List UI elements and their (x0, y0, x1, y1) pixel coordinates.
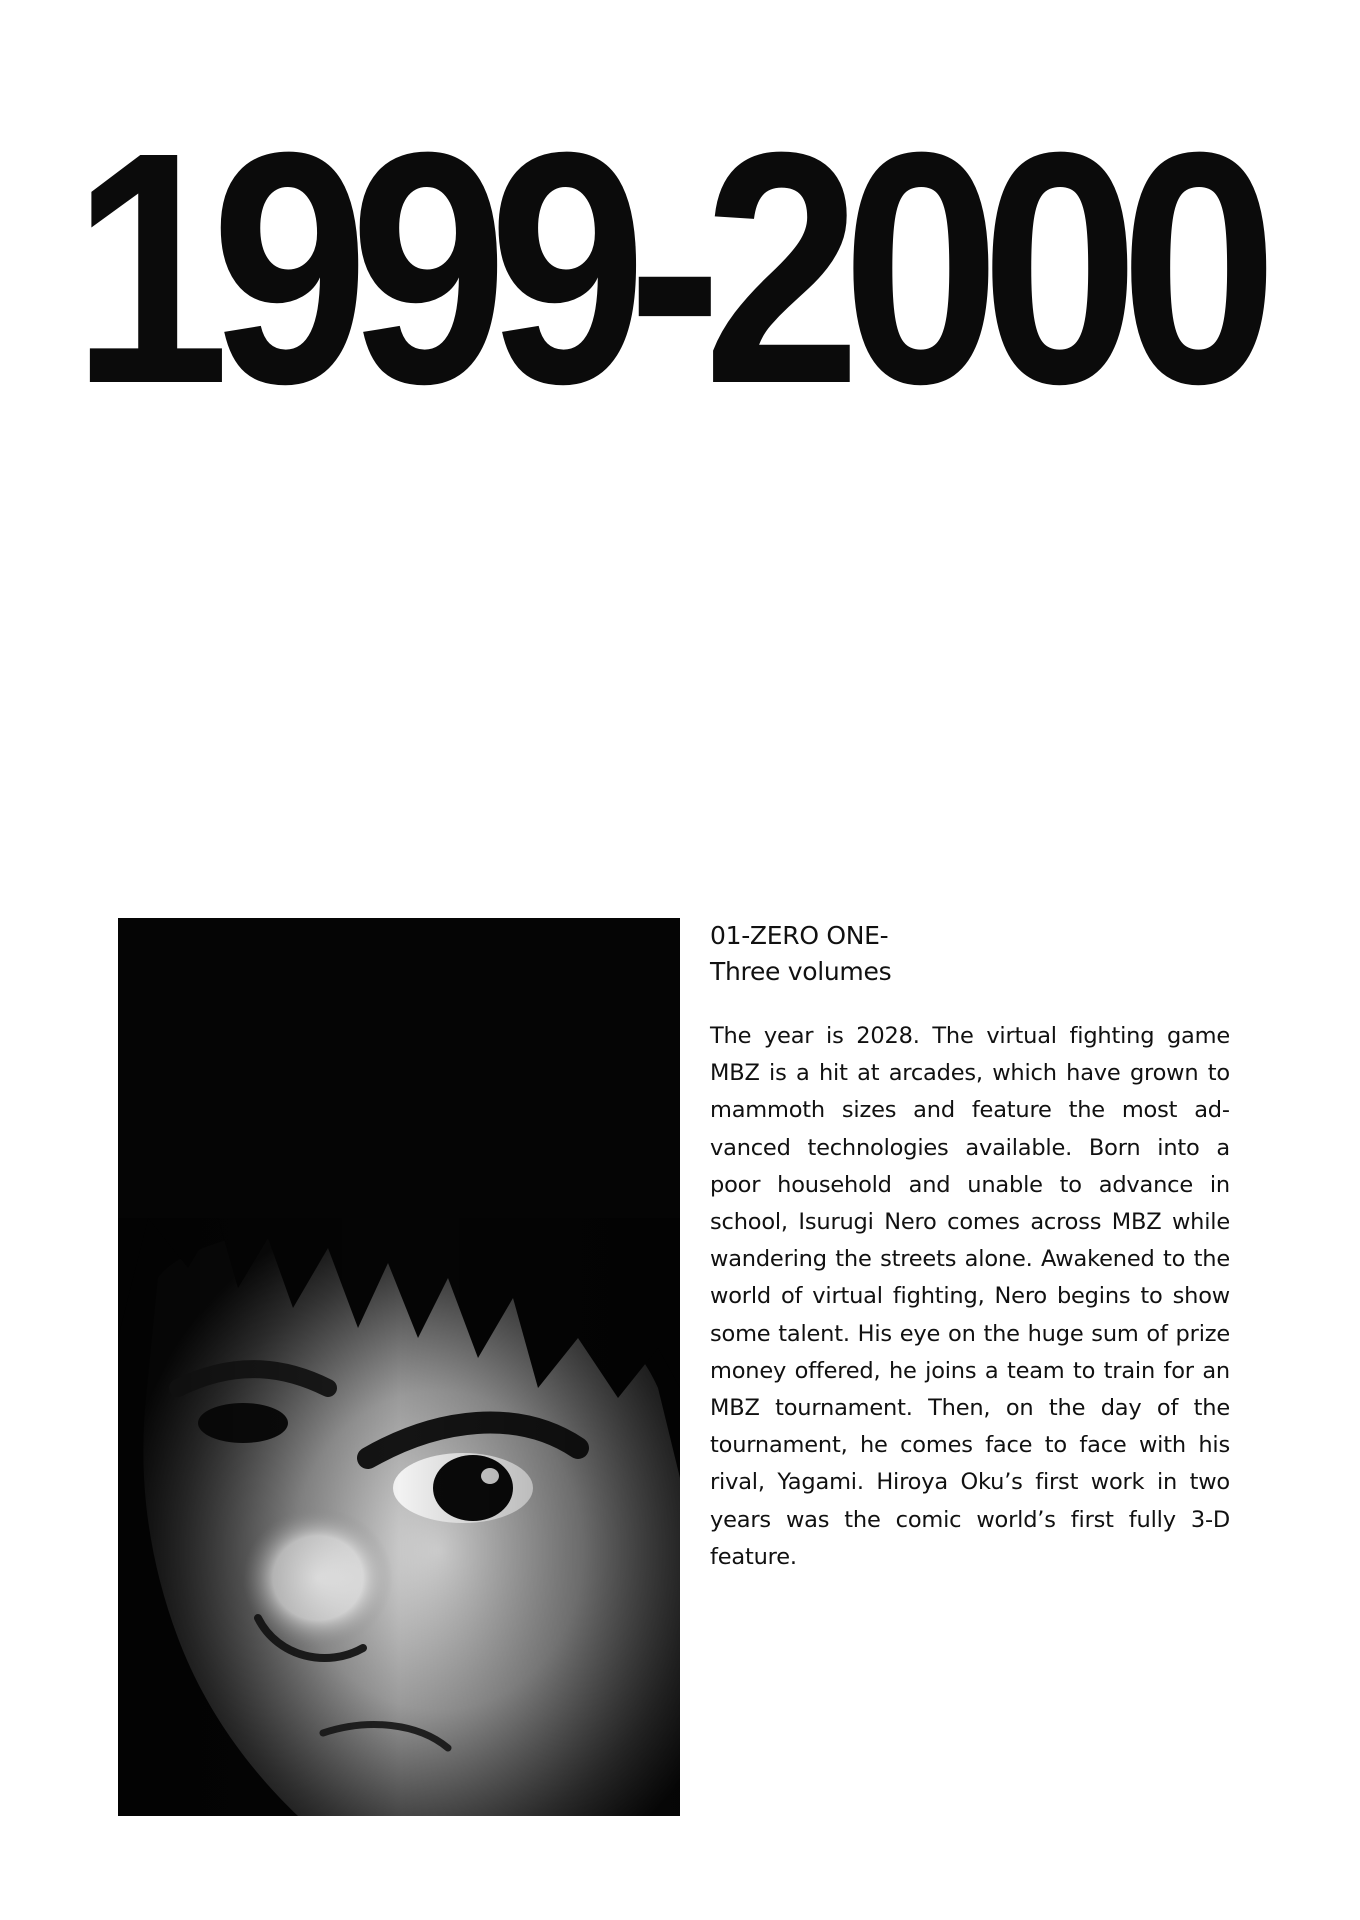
entry-text (710, 918, 1230, 1576)
work-title: 01-ZERO ONE- (710, 921, 889, 950)
work-volumes: Three volumes (710, 957, 892, 986)
work-description: The year is 2028. The virtual fighting game MBZ is a hit at arcades, which have grown to mammoth sizes and feature the most advanced technologies available. Born into a poor household and unable to advance in school, Isurugi Nero comes across MBZ while wandering the streets alone. Awakened to the world of virtual fighting, Nero begins to show some talent. His eye on the huge sum of prize money offered, he joins a team to train for an MBZ tournament. Then, on the day of the tournament, he comes face to face with his rival, Yagami. Hiroya Oku’s first work in two years was the comic world’s first fully 3-D feature. (710, 1023, 1230, 1570)
page-title: 1999-2000 (72, 83, 1259, 452)
cover-illustration (118, 918, 680, 1816)
